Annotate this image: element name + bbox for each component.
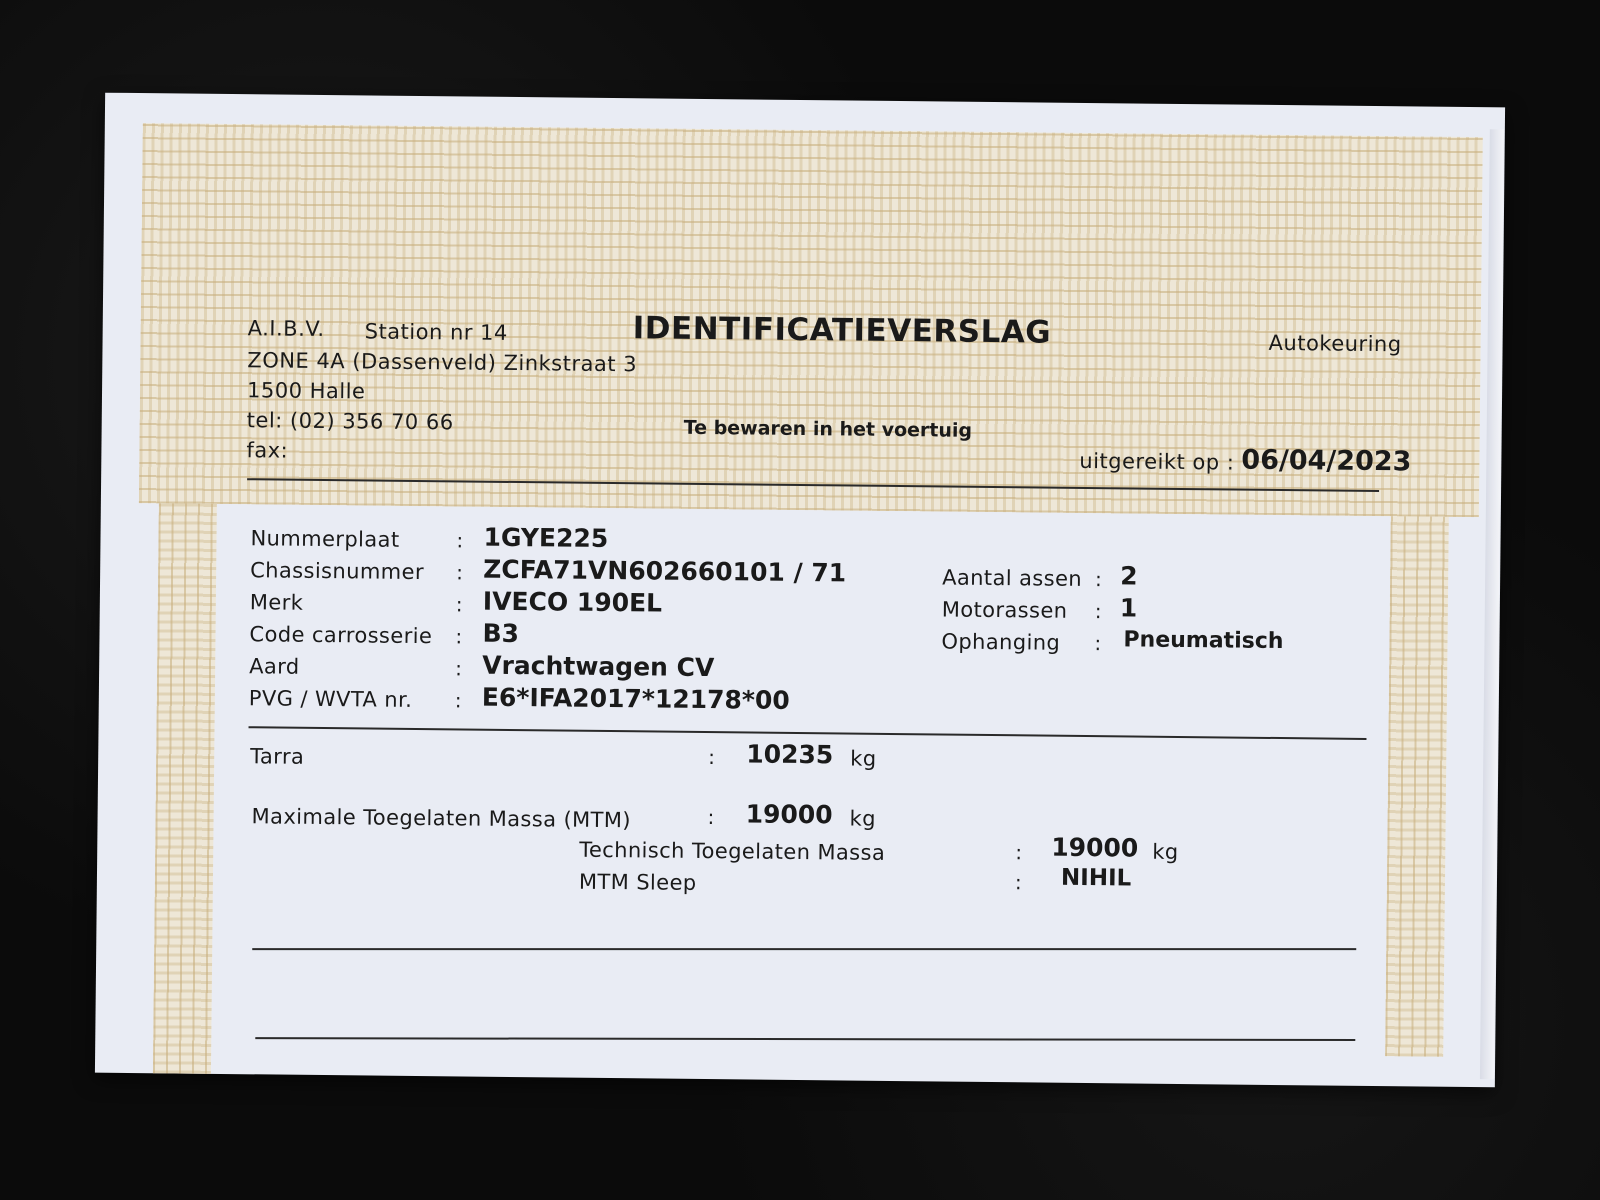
org-name: A.I.B.V. [247, 316, 325, 342]
tel-number: tel: (02) 356 70 66 [246, 408, 454, 435]
field-colon: : [1094, 599, 1102, 624]
field-colon: : [708, 745, 716, 770]
watermark-pattern-right [1385, 516, 1449, 1057]
keep-in-vehicle-notice: Te bewaren in het voertuig [683, 416, 973, 442]
field-value-merk: IVECO 190EL [482, 586, 663, 618]
issued-label: uitgereikt op : [1079, 448, 1235, 475]
mass-value-technical: 19000 [1051, 832, 1139, 863]
field-label-merk: Merk [249, 590, 304, 615]
field-colon: : [455, 592, 463, 617]
field-colon: : [1094, 631, 1102, 656]
field-value-pvg-wvta: E6*IFA2017*12178*00 [481, 682, 790, 715]
address-line1: ZONE 4A (Dassenveld) Zinkstraat 3 [247, 348, 638, 377]
identification-document [95, 93, 1505, 1088]
fax-label: fax: [246, 438, 289, 463]
field-label-nummerplaat: Nummerplaat [250, 526, 400, 552]
mass-value-mtm: 19000 [745, 799, 833, 830]
field-colon: : [1095, 567, 1103, 592]
vehicle-divider [249, 726, 1367, 740]
field-value-chassisnummer: ZCFA71VN602660101 / 71 [483, 554, 847, 588]
mass-divider [252, 948, 1356, 950]
bottom-divider [255, 1037, 1355, 1041]
watermark-pattern-left [153, 503, 217, 1074]
axle-value-aantal-assen: 2 [1120, 561, 1138, 591]
field-colon: : [456, 560, 464, 585]
field-colon: : [456, 528, 464, 553]
axle-label-motorassen: Motorassen [941, 597, 1068, 623]
field-label-code-carrosserie: Code carrosserie [249, 622, 433, 649]
station-number: Station nr 14 [364, 319, 508, 345]
field-colon: : [455, 624, 463, 649]
mass-value-sleep: NIHIL [1060, 864, 1132, 892]
field-colon: : [707, 805, 715, 830]
mass-label-mtm: Maximale Toegelaten Massa (MTM) [251, 804, 632, 833]
field-value-code-carrosserie: B3 [482, 618, 520, 649]
field-label-pvg-wvta: PVG / WVTA nr. [248, 686, 413, 712]
field-colon: : [455, 656, 463, 681]
field-label-aard: Aard [249, 654, 300, 679]
axle-label-ophanging: Ophanging [941, 629, 1061, 655]
axle-label-aantal-assen: Aantal assen [942, 565, 1083, 591]
mass-value-tarra: 10235 [746, 739, 834, 770]
unit-kg: kg [850, 746, 877, 771]
unit-kg: kg [1152, 839, 1179, 864]
issued-date: 06/04/2023 [1241, 444, 1412, 478]
field-colon: : [454, 688, 462, 713]
field-value-nummerplaat: 1GYE225 [483, 522, 609, 553]
field-label-chassisnummer: Chassisnummer [250, 558, 425, 585]
autokeuring-label: Autokeuring [1268, 330, 1402, 357]
field-colon: : [1014, 870, 1022, 895]
address-line2: 1500 Halle [246, 378, 366, 404]
axle-value-motorassen: 1 [1119, 593, 1138, 623]
document-title: IDENTIFICATIEVERSLAG [632, 310, 1052, 351]
field-colon: : [1015, 840, 1023, 865]
unit-kg: kg [849, 806, 877, 831]
axle-value-ophanging: Pneumatisch [1123, 627, 1284, 655]
mass-label-technical: Technisch Toegelaten Massa [579, 837, 886, 865]
mass-label-sleep: MTM Sleep [578, 869, 697, 895]
field-value-aard: Vrachtwagen CV [482, 650, 715, 683]
mass-label-tarra: Tarra [250, 744, 305, 769]
